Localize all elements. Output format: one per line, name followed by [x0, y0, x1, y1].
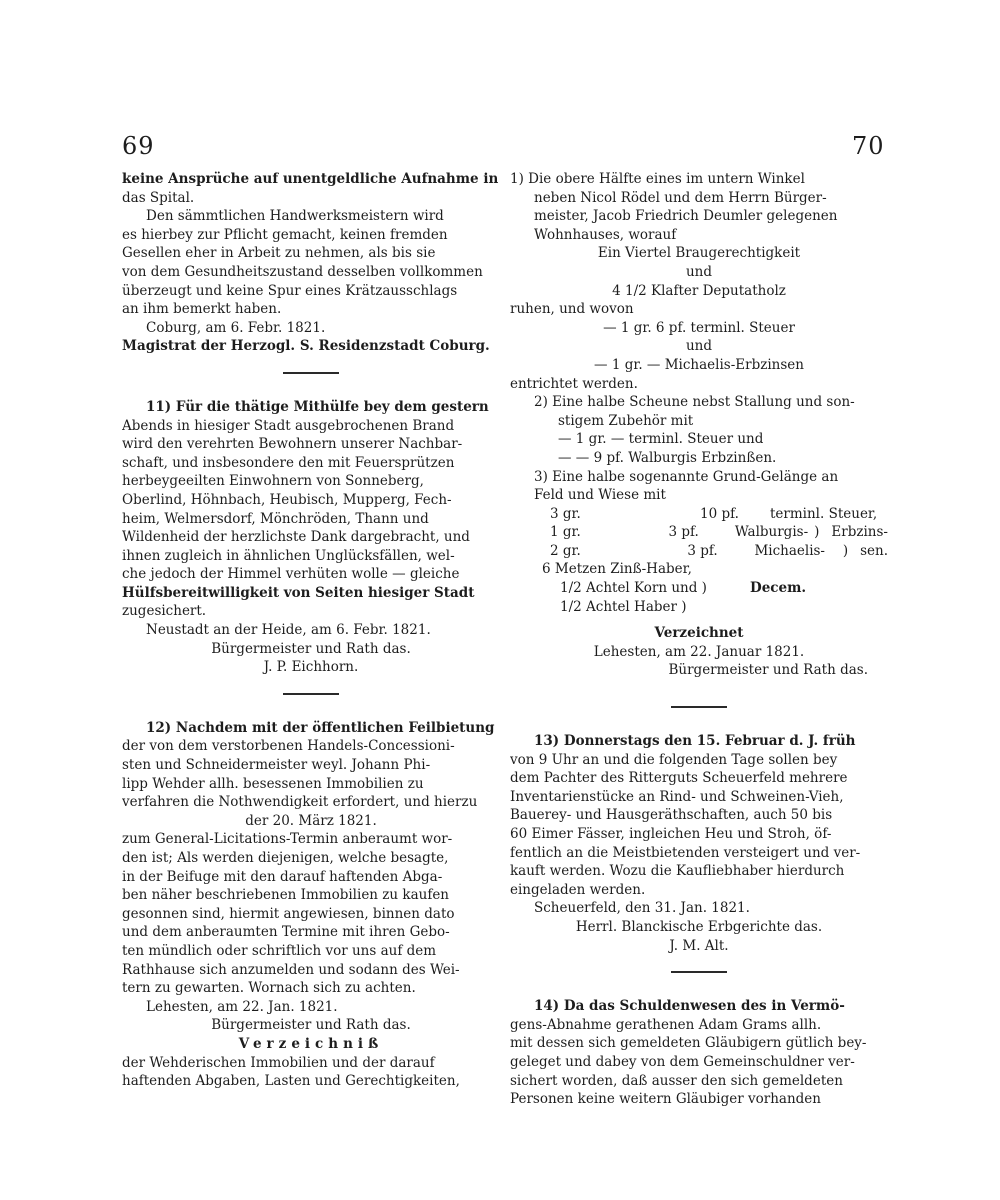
text-line: der von dem verstorbenen Handels-Concessioni- — [122, 738, 455, 755]
dateline: Neustadt an der Heide, am 6. Febr. 1821. — [146, 622, 431, 639]
signature: Magistrat der Herzogl. S. Residenzstadt Coburg. — [122, 338, 490, 355]
text-line: verfahren die Nothwendigkeit erfordert, und hierzu — [122, 794, 478, 811]
text-line: 6 Metzen Zinß-Haber, — [542, 561, 692, 578]
signature-name: J. P. Eichhorn. — [263, 659, 359, 676]
notice-heading: 12) Nachdem mit der öffentlichen Feilbietung — [146, 719, 495, 736]
text-line: den ist; Als werden diejenigen, welche besagte, — [122, 850, 449, 866]
text-line: ihnen zugleich in ähnlichen Unglücksfällen, wel- — [122, 547, 455, 564]
text-line: neben Nicol Rödel und dem Herrn Bürger- — [534, 189, 827, 206]
text-line: Abends in hiesiger Stadt ausgebrochenen Brand — [122, 417, 455, 434]
signature: Bürgermeister und Rath das. — [668, 662, 868, 679]
text-line: 2) Eine halbe Scheune nebst Stallung und son- — [534, 394, 855, 411]
text-line: lipp Wehder allh. besessenen Immobilien zu — [122, 775, 424, 792]
text-line: Bauerey- und Hausgeräthschaften, auch 50 bis — [510, 807, 833, 824]
text-line-centered: — 1 gr. — Michaelis-Erbzinsen — [594, 356, 804, 373]
text-line: tern zu gewarten. Wornach sich zu achten. — [122, 980, 416, 997]
text-line: Feld und Wiese mit — [534, 487, 666, 504]
text-line-centered: Ein Viertel Braugerechtigkeit — [597, 245, 801, 262]
section-heading: Verzeichniß — [238, 1035, 384, 1052]
text-line: keine Ansprüche auf unentgeldliche Aufnahme in — [122, 171, 499, 187]
text-line-centered: — 1 gr. 6 pf. terminl. Steuer — [603, 319, 795, 336]
text-line: gens-Abnahme gerathenen Adam Grams allh. — [510, 1016, 822, 1033]
levy-row — [510, 523, 888, 542]
decem-row — [510, 579, 888, 598]
levy-row — [510, 505, 888, 524]
text-line: das Spital. — [122, 189, 195, 206]
text-line: ten mündlich oder schriftlich vor uns auf dem — [122, 942, 437, 959]
text-line: Den sämmtlichen Handwerksmeistern wird — [146, 208, 444, 225]
dateline: Lehesten, am 22. Januar 1821. — [593, 643, 805, 660]
notice-heading: 13) Donnerstags den 15. Februar d. J. früh — [534, 733, 856, 750]
levy-row — [510, 542, 888, 561]
separator-rule — [283, 693, 339, 695]
levy-kind: Walburgis- — [734, 524, 809, 541]
text-line: Wohnhauses, worauf — [534, 226, 677, 243]
text-line: — — 9 pf. Walburgis Erbzinßen. — [558, 449, 777, 466]
text-line: haftenden Abgaben, Lasten und Gerechtigkeiten, — [122, 1073, 460, 1090]
text-line: von 9 Uhr an und die folgenden Tage sollen bey — [510, 751, 838, 768]
text-line: 3) Eine halbe sogenannte Grund-Gelänge an — [534, 468, 839, 485]
levy-pf: 3 pf. — [687, 542, 718, 559]
section-heading: Verzeichnet — [654, 625, 744, 642]
levy-amount: 1 gr. — [550, 524, 581, 541]
text-line: schaft, und insbesondere den mit Feuersprützen — [122, 454, 455, 471]
page-number-right: 70 — [852, 132, 885, 160]
decem-item: 1/2 Achtel Korn und ) — [560, 580, 707, 597]
signature: Herrl. Blanckische Erbgerichte das. — [575, 918, 823, 935]
text-line: mit dessen sich gemeldeten Gläubigern gütlich bey- — [510, 1035, 867, 1052]
text-line-centered: und — [685, 263, 713, 280]
signature-name: J. M. Alt. — [669, 937, 729, 954]
separator-rule — [283, 372, 339, 374]
levy-amount: 3 gr. — [550, 505, 581, 522]
text-line: kauft werden. Wozu die Kaufliebhaber hierdurch — [510, 863, 845, 880]
separator-rule — [671, 706, 727, 708]
dateline: Scheuerfeld, den 31. Jan. 1821. — [534, 900, 750, 917]
notice-heading: 11) Für die thätige Mithülfe bey dem gestern — [146, 398, 489, 415]
levy-label: Erbzins- — [831, 524, 888, 541]
notice-heading: 14) Da das Schuldenwesen des in Vermö- — [534, 998, 845, 1015]
text-line: wird den verehrten Bewohnern unserer Nachbar- — [122, 436, 463, 453]
text-line: Wildenheid der herzlichste Dank dargebracht, und — [122, 529, 470, 546]
right-column — [510, 170, 888, 1109]
text-line: von dem Gesundheitszustand desselben vollkommen — [122, 263, 483, 280]
signature: Bürgermeister und Rath das. — [211, 640, 411, 657]
text-line: Inventarienstücke an Rind- und Schweinen-Vieh, — [510, 788, 844, 805]
text-line: herbeygeeilten Einwohnern von Sonneberg, — [122, 473, 424, 490]
text-line: Hülfsbereitwilligkeit von Seiten hiesiger Stadt — [122, 584, 475, 601]
text-line: heim, Welmersdorf, Mönchröden, Thann und — [122, 510, 429, 527]
text-line: zum General-Licitations-Termin anberaumt wor- — [122, 831, 453, 848]
levy-label: sen. — [860, 542, 889, 559]
text-line: Gesellen eher in Arbeit zu nehmen, als bis sie — [122, 245, 436, 262]
levy-bracket: ) — [814, 524, 820, 541]
signature: Bürgermeister und Rath das. — [211, 1017, 411, 1034]
text-line: eingeladen werden. — [510, 881, 646, 898]
text-line: der Wehderischen Immobilien und der darauf — [122, 1054, 435, 1071]
text-line: stigem Zubehör mit — [558, 412, 694, 429]
page-number-left: 69 — [122, 132, 155, 160]
left-column — [122, 170, 500, 1091]
levy-kind: terminl. Steuer, — [770, 505, 878, 522]
text-line: che jedoch der Himmel verhüten wolle — gleiche — [122, 566, 460, 583]
text-line: Personen keine weitern Gläubiger vorhanden — [510, 1091, 821, 1108]
decem-item: 1/2 Achtel Haber ) — [560, 598, 687, 615]
levy-bracket: ) — [842, 542, 849, 559]
dateline: Lehesten, am 22. Jan. 1821. — [146, 998, 338, 1015]
text-line-centered: der 20. März 1821. — [245, 812, 377, 829]
levy-pf: 3 pf. — [668, 524, 699, 541]
text-line: an ihm bemerkt haben. — [122, 301, 282, 318]
text-line: und dem anberaumten Termine mit ihren Gebo- — [122, 924, 450, 941]
text-line: dem Pachter des Ritterguts Scheuerfeld mehrere — [510, 770, 848, 787]
text-line: es hierbey zur Pflicht gemacht, keinen fremden — [122, 226, 448, 243]
text-line: Oberlind, Höhnbach, Heubisch, Mupperg, Fech- — [122, 491, 452, 508]
text-line-centered: und — [685, 338, 713, 355]
text-line: ruhen, und wovon — [510, 301, 634, 318]
text-line: 1) Die obere Hälfte eines im untern Winkel — [510, 171, 805, 187]
text-line: geleget und dabey von dem Gemeinschuldner ver- — [510, 1053, 855, 1070]
text-line: ben näher beschriebenen Immobilien zu kaufen — [122, 887, 449, 904]
decem-label: Decem. — [750, 580, 807, 597]
text-line: überzeugt und keine Spur eines Krätzausschlags — [122, 282, 458, 299]
separator-rule — [671, 971, 727, 973]
text-line: 60 Eimer Fässer, ingleichen Heu und Stroh, öf- — [510, 826, 832, 842]
text-line: in der Beifuge mit den darauf haftenden Abga- — [122, 868, 443, 885]
text-line: gesonnen sind, hiermit angewiesen, binnen dato — [122, 905, 455, 922]
text-line: zugesichert. — [122, 603, 207, 620]
text-line-centered: 4 1/2 Klafter Deputatholz — [612, 282, 786, 299]
levy-pf: 10 pf. — [700, 505, 739, 522]
text-line: fentlich an die Meistbietenden versteigert und ver- — [510, 844, 861, 861]
text-line: — 1 gr. — terminl. Steuer und — [558, 431, 764, 448]
levy-kind: Michaelis- — [754, 542, 825, 559]
text-line: sichert worden, daß ausser den sich gemeldeten — [510, 1072, 843, 1089]
dateline: Coburg, am 6. Febr. 1821. — [146, 319, 326, 336]
text-line: meister, Jacob Friedrich Deumler gelegenen — [534, 208, 838, 225]
text-line: Rathhause sich anzumelden und sodann des Wei- — [122, 961, 460, 978]
text-line: entrichtet werden. — [510, 375, 638, 392]
levy-amount: 2 gr. — [550, 542, 581, 559]
text-line: sten und Schneidermeister weyl. Johann Phi- — [122, 757, 431, 774]
